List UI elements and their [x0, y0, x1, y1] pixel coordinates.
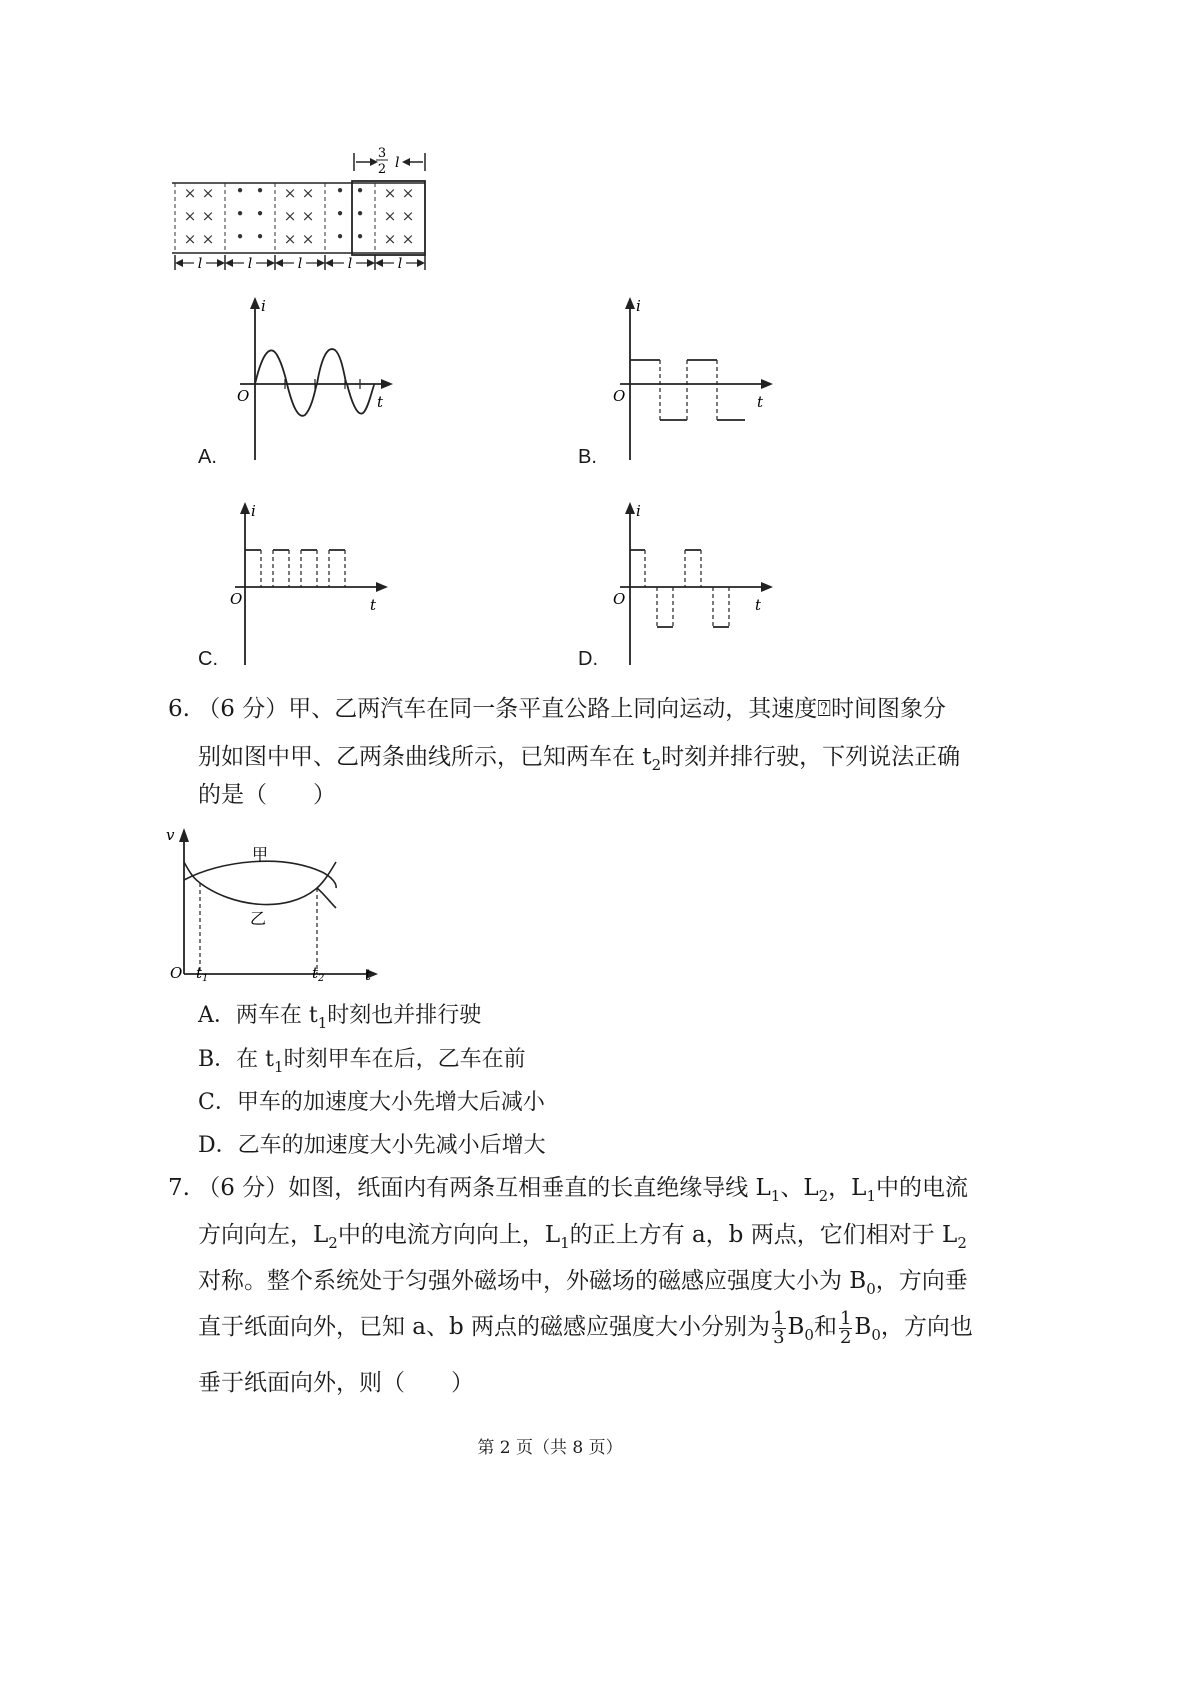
- field-symbols: [184, 182, 415, 248]
- svg-text:l: l: [297, 256, 303, 272]
- svg-text:×: ×: [201, 207, 215, 225]
- svg-text:i: i: [261, 297, 266, 315]
- svg-text:i: i: [636, 502, 641, 520]
- svg-text:×: ×: [401, 184, 415, 202]
- fraction-one-half: $\frac{1}{2}$: [839, 1307, 852, 1348]
- svg-text:×: ×: [183, 230, 197, 248]
- svg-text:×: ×: [383, 207, 397, 225]
- q7-line1: 7. （6 分）如图，纸面内有两条互相垂直的长直绝缘导线 $L_1$、$L_2$，$L_1$中的电流: [168, 1175, 968, 1205]
- svg-text:×: ×: [301, 184, 315, 202]
- svg-text:O: O: [170, 964, 183, 982]
- svg-text:×: ×: [383, 230, 397, 248]
- q7-line2: 方向向左，$L_2$中的电流方向向上，$L_1$的正上方有 a，b 两点，它们相对于 $L_2$: [198, 1222, 967, 1252]
- q6-option-a[interactable]: A．两车在 $t_1$时刻也并排行驶: [198, 1003, 482, 1032]
- svg-text:•: •: [355, 205, 365, 223]
- magnetic-field-figure: [170, 145, 440, 275]
- svg-text:l: l: [347, 256, 353, 272]
- svg-text:O: O: [230, 590, 243, 608]
- svg-text:•: •: [355, 228, 365, 246]
- q6-line2: 别如图中甲、乙两条曲线所示，已知两车在 $t_2$时刻并排行驶，下列说法正确: [198, 744, 961, 774]
- svg-text:•: •: [255, 205, 265, 223]
- svg-text:O: O: [613, 590, 626, 608]
- label-yi: 乙: [250, 909, 267, 928]
- svg-text:t: t: [365, 966, 372, 984]
- svg-text:O: O: [237, 387, 250, 405]
- label-jia: 甲: [252, 845, 269, 864]
- svg-text:×: ×: [301, 230, 315, 248]
- svg-text:O: O: [613, 387, 626, 405]
- graph-d-alternating-pulses: [605, 500, 785, 670]
- label-t1: $t_1$: [196, 964, 209, 984]
- q7-line5: 垂于纸面向外，则（ ）: [198, 1370, 474, 1396]
- q7-line3: 对称。整个系统处于匀强外磁场中，外磁场的磁感应强度大小为 $B_0$，方向垂: [198, 1268, 968, 1298]
- label-t2: $t_2$: [312, 964, 325, 984]
- svg-text:•: •: [235, 228, 245, 246]
- svg-text:l: l: [197, 256, 203, 272]
- svg-text:×: ×: [383, 184, 397, 202]
- svg-text:×: ×: [201, 230, 215, 248]
- frac-den: 2: [377, 162, 387, 177]
- option-label-d: D.: [578, 648, 598, 670]
- q6-velocity-time-graph: [162, 822, 392, 987]
- svg-text:•: •: [255, 228, 265, 246]
- dimension-three-halves-l: [354, 146, 425, 177]
- svg-text:t: t: [755, 596, 762, 614]
- frac-num: 3: [377, 146, 387, 161]
- svg-text:×: ×: [301, 207, 315, 225]
- option-label-a: A.: [198, 446, 217, 468]
- svg-text:×: ×: [401, 230, 415, 248]
- svg-text:i: i: [636, 297, 641, 315]
- graph-b-square-wave: [605, 295, 785, 465]
- q6-option-b[interactable]: B．在 $t_1$时刻甲车在后，乙车在前: [198, 1047, 526, 1076]
- svg-text:t: t: [757, 393, 764, 411]
- graph-c-positive-pulses: [225, 500, 405, 670]
- svg-text:×: ×: [201, 184, 215, 202]
- svg-text:×: ×: [183, 207, 197, 225]
- q6-option-c[interactable]: C．甲车的加速度大小先增大后减小: [198, 1090, 545, 1115]
- svg-text:t: t: [377, 393, 384, 411]
- segment-dimensions: [175, 256, 425, 272]
- svg-text:•: •: [255, 182, 265, 200]
- svg-text:•: •: [355, 182, 365, 200]
- q6-line3: 的是（ ）: [198, 782, 336, 808]
- svg-text:×: ×: [183, 184, 197, 202]
- svg-text:•: •: [335, 205, 345, 223]
- svg-text:•: •: [235, 205, 245, 223]
- top-l-label: l: [395, 155, 400, 171]
- svg-text:×: ×: [283, 230, 297, 248]
- q6-line1: 6. （6 分）甲、乙两汽车在同一条平直公路上同向运动，其速度⍰时间图象分: [168, 696, 946, 722]
- option-label-c: C.: [198, 648, 218, 670]
- svg-text:l: l: [247, 256, 253, 272]
- svg-text:•: •: [335, 228, 345, 246]
- svg-text:×: ×: [283, 184, 297, 202]
- svg-text:t: t: [370, 596, 377, 614]
- option-label-b: B.: [578, 446, 597, 468]
- graph-a-sine: [225, 295, 405, 465]
- svg-text:v: v: [166, 826, 175, 844]
- fraction-one-third: $\frac{1}{3}$: [773, 1307, 785, 1348]
- svg-text:×: ×: [283, 207, 297, 225]
- page-footer: 第 2 页（共 8 页）: [477, 1438, 623, 1458]
- curve-jia: [184, 861, 336, 888]
- q6-option-d[interactable]: D．乙车的加速度大小先减小后增大: [198, 1133, 546, 1158]
- svg-text:×: ×: [401, 207, 415, 225]
- q7-line4: 直于纸面向外，已知 a、b 两点的磁感应强度大小分别为 $\frac{1}{3}$ $B_0$和 $\frac{1}{2}$ $B_0$，方向也: [198, 1307, 973, 1348]
- svg-text:•: •: [235, 182, 245, 200]
- svg-text:•: •: [335, 182, 345, 200]
- svg-text:l: l: [397, 256, 403, 272]
- svg-text:i: i: [251, 502, 256, 520]
